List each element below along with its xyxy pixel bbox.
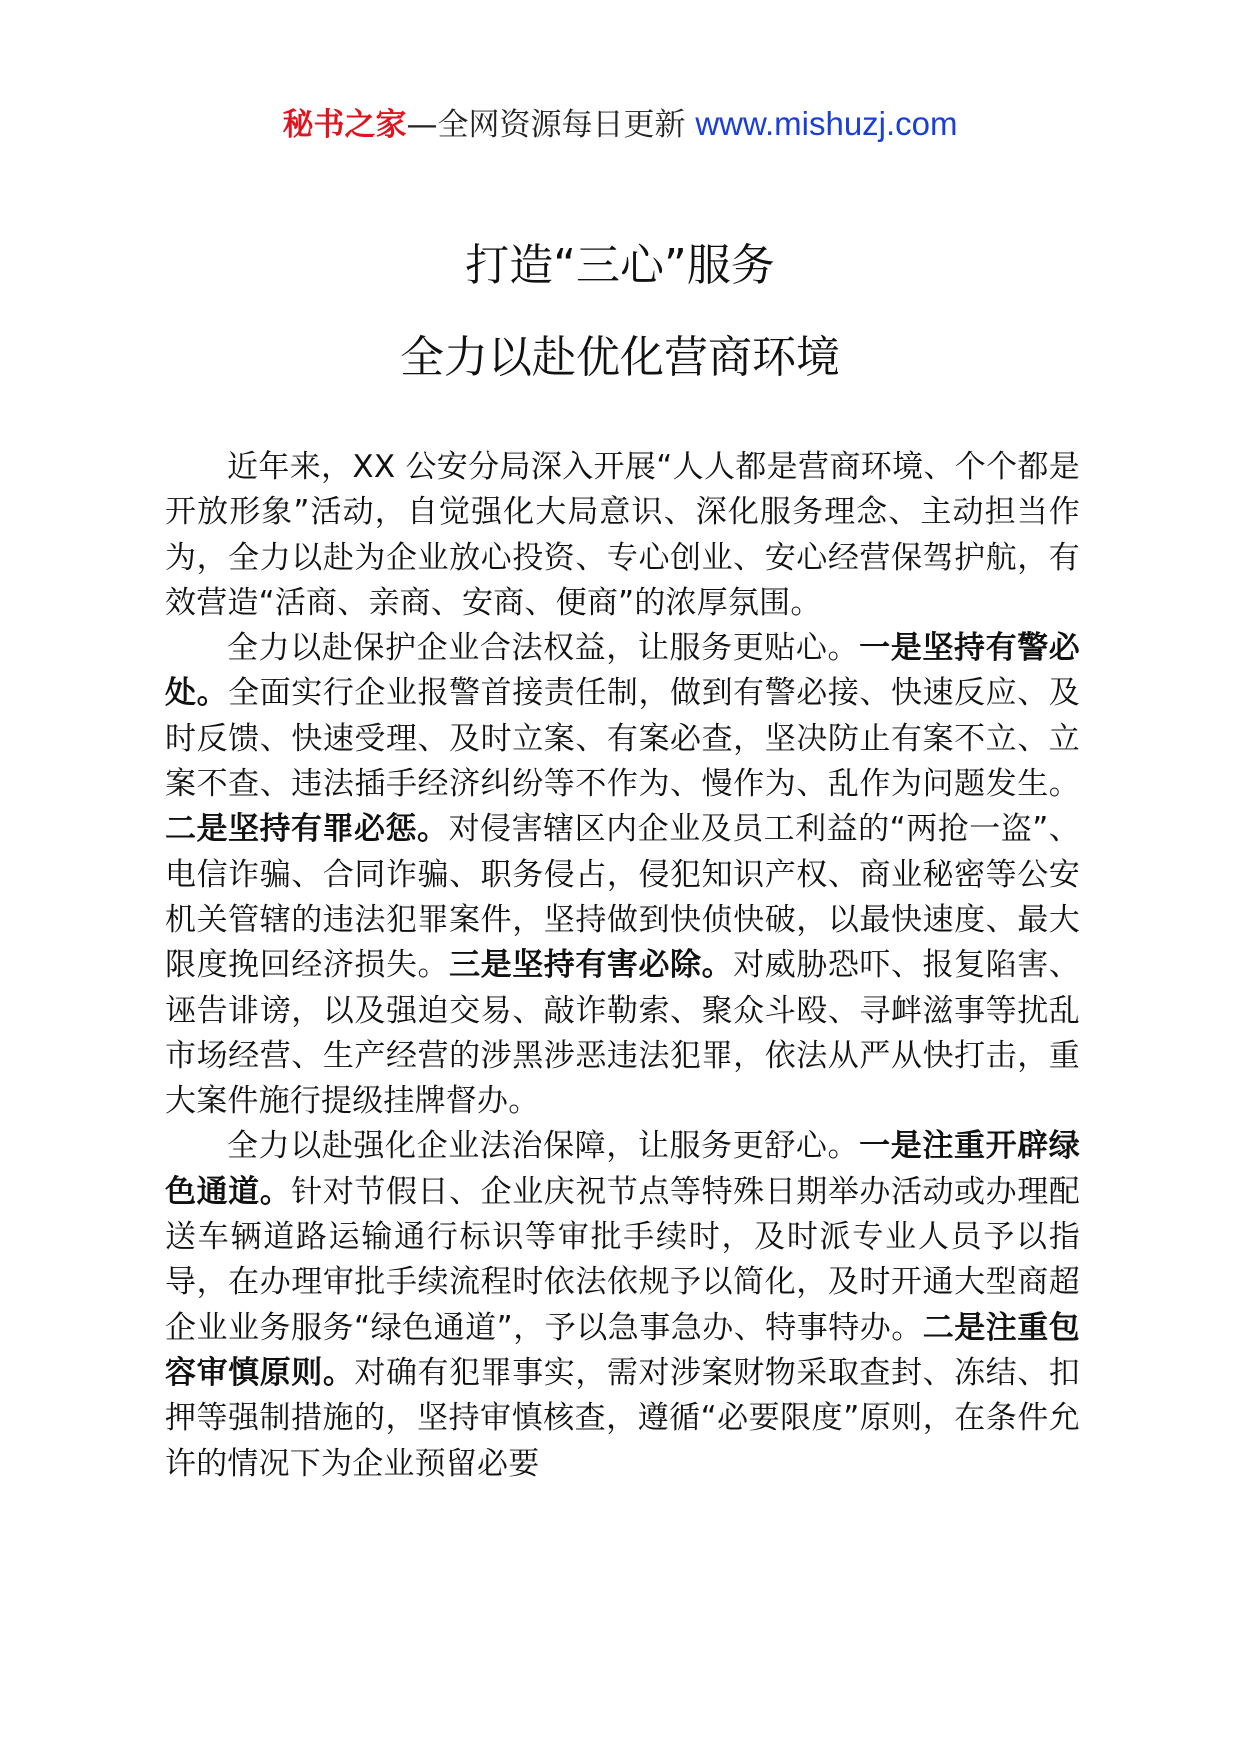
paragraph-legal-guarantee bbox=[165, 1124, 1080, 1486]
paragraph-lead: 全力以赴强化企业法治保障，让服务更舒心。 bbox=[227, 1128, 860, 1165]
point-1-text: 全面实行企业报警首接责任制，做到有警必接、快速反应、及时反馈、快速受理、及时立案、有案必查，坚决防止有案不立、立案不查、违法插手经济纠纷等不作为、慢作为、乱作为问题发生。 bbox=[165, 675, 1080, 803]
document-body bbox=[165, 445, 1080, 1487]
document-title-line-2: 全力以赴优化营商环境 bbox=[400, 332, 840, 383]
site-header bbox=[0, 104, 1240, 145]
point-2-text: 对侵害辖区内企业及员工利益的“两抢一盗”、电信诈骗、合同诈骗、职务侵占，侵犯知识产权、商业秘密等公安机关管辖的违法犯罪案件，坚持做到快侦快破，以最快速度、最大限度挽回经济损失。 bbox=[165, 811, 1080, 984]
paragraph-intro bbox=[165, 445, 1080, 626]
paragraph-text: 近年来，XX 公安分局深入开展“人人都是营商环境、个个都是开放形象”活动，自觉强化大局意识、深化服务理念、主动担当作为，全力以赴为企业放心投资、专心创业、安心经营保驾护航，有效营造“活商、亲商、安商、便商”的浓厚氛围。 bbox=[165, 449, 1080, 621]
point-2-text: 对确有犯罪事实，需对涉案财物采取查封、冻结、扣押等强制措施的，坚持审慎核查，遵循“必要限度”原则，在条件允许的情况下为企业预留必要 bbox=[165, 1354, 1080, 1482]
site-slogan: —全网资源每日更新 bbox=[406, 107, 696, 143]
bold-point-1: 一是坚持有警必处。 bbox=[165, 630, 1081, 712]
site-brand: 秘书之家 bbox=[282, 107, 407, 143]
bold-point-2: 二是坚持有罪必惩。 bbox=[165, 811, 449, 848]
point-3-text: 对威胁恐吓、报复陷害、诬告诽谤，以及强迫交易、敲诈勒索、聚众斗殴、寻衅滋事等扰乱市场经营、生产经营的涉黑涉恶违法犯罪，依法从严从快打击，重大案件施行提级挂牌督办。 bbox=[165, 947, 1080, 1120]
paragraph-protect-rights bbox=[165, 626, 1080, 1124]
document-title-line-1: 打造“三心”服务 bbox=[465, 240, 775, 291]
point-1-text: 针对节假日、企业庆祝节点等特殊日期举办活动或办理配送车辆道路运输通行标识等审批手续时，及时派专业人员予以指导，在办理审批手续流程时依法依规予以简化，及时开通大型商超企业业务服务“绿色通道”，予以急事急办、特事特办。 bbox=[165, 1173, 1080, 1346]
paragraph-lead: 全力以赴保护企业合法权益，让服务更贴心。 bbox=[227, 630, 860, 667]
bold-point-3: 三是坚持有害必除。 bbox=[449, 947, 734, 984]
bold-point-2: 二是注重包容审慎原则。 bbox=[165, 1309, 1081, 1391]
site-url[interactable]: www.mishuzj.com bbox=[695, 105, 958, 142]
bold-point-1: 一是注重开辟绿色通道。 bbox=[165, 1128, 1081, 1210]
